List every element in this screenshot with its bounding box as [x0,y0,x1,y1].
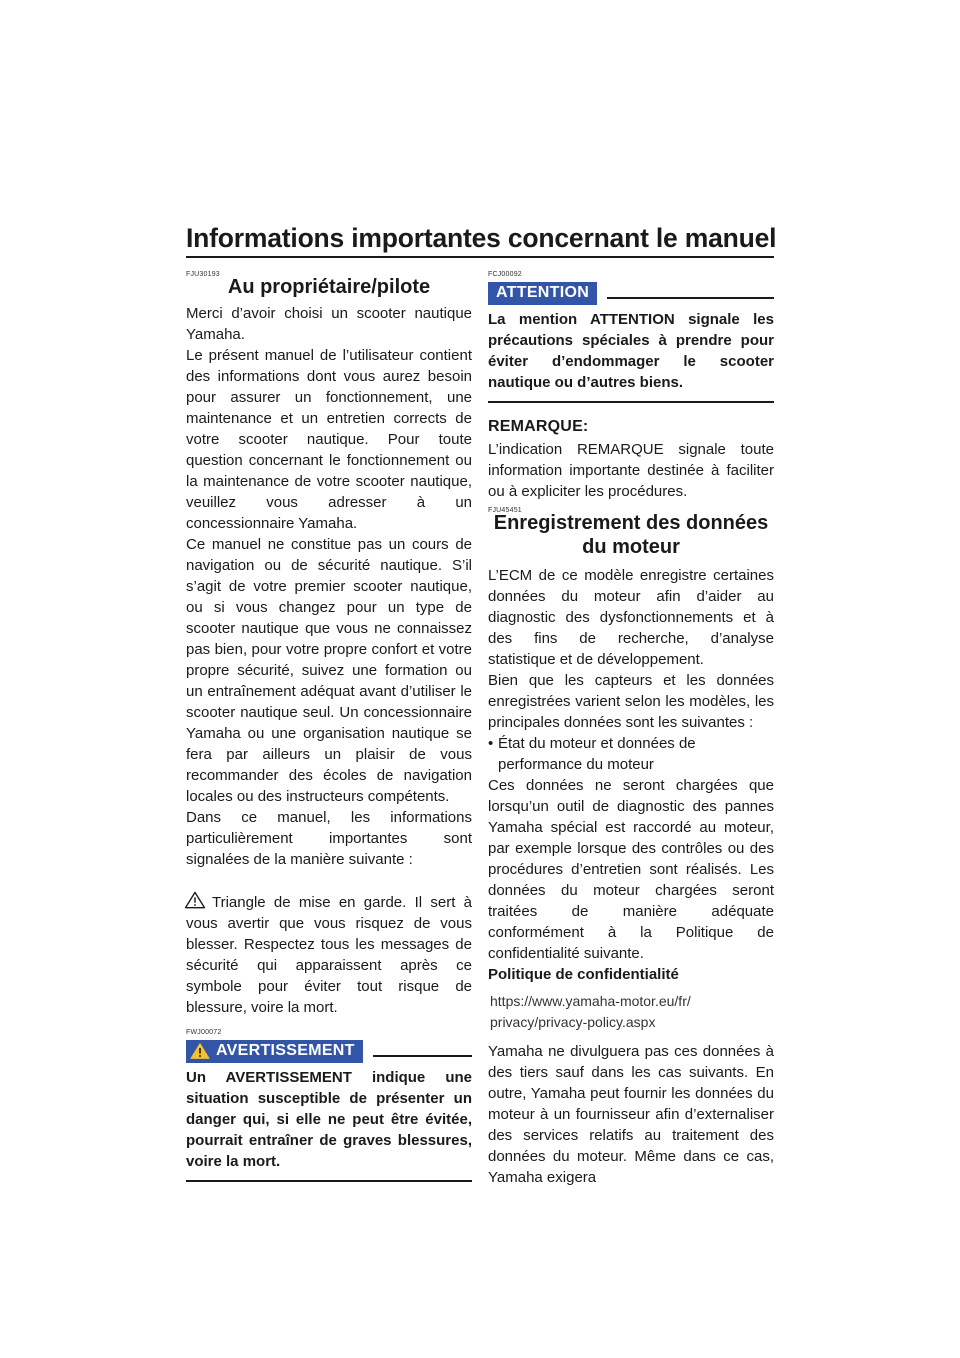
list-item-text: État du moteur et données de performance du moteur [498,735,696,773]
attention-header [488,281,774,305]
warning-header [186,1039,472,1063]
paragraph: Dans ce manuel, les informations particulièrement importantes sont signalées de la manière suivante : [186,809,472,868]
attention-text: La mention ATTENTION signale les précautions spéciales à prendre pour éviter d’endommager le scooter nautique ou d’autres biens. [488,311,774,391]
triangle-paragraph [186,891,472,1018]
paragraph: Bien que les capteurs et les données enregistrées varient selon les modèles, les principales données sont les suivantes : [488,672,774,731]
section-title-owner: Au propriétaire/pilote [227,276,431,298]
paragraph: Le présent manuel de l’utilisateur contient des informations dont vous aurez besoin pour assurer un fonctionnement, une maintenance et un entretien corrects de votre scooter nautique. Pour toute question concernant le fonctionnement ou la maintenance de votre scooter nautique, veuillez vous adresser à un concessionnaire Yamaha. [186,347,472,532]
triangle-text: Triangle de mise en garde. Il sert à vous avertir que vous risquez de vous blesser. Respectez tous les messages de sécurité qui apparaissent après ce symbole pour éviter tout risque de blessure, voire la mort. [186,894,472,1016]
section-code: FJU45451 [488,507,522,514]
section-title-line: Enregistrement des données [493,512,769,534]
warning-end-rule [186,1180,472,1182]
privacy-url[interactable] [490,991,774,1033]
right-column [488,270,774,1188]
url-line: privacy/privacy-policy.aspx [490,1014,656,1030]
attention-rule [607,297,774,299]
title-rule [186,256,774,258]
url-line: https://www.yamaha-motor.eu/fr/ [490,993,691,1009]
paragraph: Yamaha ne divulguera pas ces données à des tiers sauf dans les cas suivants. En outre, Yamaha peut fournir les données du moteur à un fournisseur afin d’externaliser des services relatifs au traitement des données du moteur. Même dans ce cas, Yamaha exigera [488,1043,774,1186]
remarque-label: REMARQUE: [488,418,589,435]
warning-text: Un AVERTISSEMENT indique une situation susceptible de présenter un danger qui, si elle ne peut être évitée, pourrait entraîner de graves blessures, voire la mort. [186,1069,472,1170]
paragraph: Ces données ne seront chargées que lorsqu’un outil de diagnostic des pannes Yamaha spécial est raccordé au moteur, par exemple lorsque des contrôles ou des procédures d’entretien sont réalisés. Les données du moteur chargées seront traitées de manière adéquate conformément à la Politique de confidentialité suivante. [488,777,774,962]
section-title-engine-data [488,511,774,559]
paragraph: Merci d’avoir choisi un scooter nautique Yamaha. [186,305,472,343]
warning-triangle-icon [184,891,206,909]
section-code: FJU30193 [186,271,220,278]
left-column [186,270,472,1182]
list-item [488,733,774,775]
bullet-icon: • [488,735,494,752]
attention-badge: ATTENTION [488,282,597,305]
warning-badge [186,1040,363,1063]
attention-end-rule [488,401,774,403]
remarque-text: L’indication REMARQUE signale toute information importante destinée à faciliter ou à expliciter les procédures. [488,441,774,500]
paragraph: Ce manuel ne constitue pas un cours de navigation ou de sécurité nautique. S’il s’agit de votre premier scooter nautique, ou si vous changez pour un type de scooter nautique que vous ne connaissez pas bien, pour votre propre confort et votre propre sécurité, suivez une formation ou un entraînement adéquat avant d’utiliser le scooter nautique seul. Un concessionnaire Yamaha ou une organisation nautique se fera par ailleurs un plaisir de vous recommander des écoles de navigation locales ou des instructeurs compétents. [186,536,472,805]
attention-code: FCJ00092 [488,271,522,278]
page-title: Informations importantes concernant le manuel [186,223,777,253]
section-title-line: du moteur [582,536,680,558]
policy-heading: Politique de confidentialité [488,966,679,983]
paragraph: L’ECM de ce modèle enregistre certaines données du moteur afin d’aider au diagnostic des dysfonctionnements et à des fins de recherche, d’analyse statistique et de développement. [488,567,774,668]
warning-label: AVERTISSEMENT [216,1042,355,1059]
warning-code: FWJ00072 [186,1029,222,1036]
warning-rule [373,1055,472,1057]
warning-triangle-icon [190,1042,210,1060]
